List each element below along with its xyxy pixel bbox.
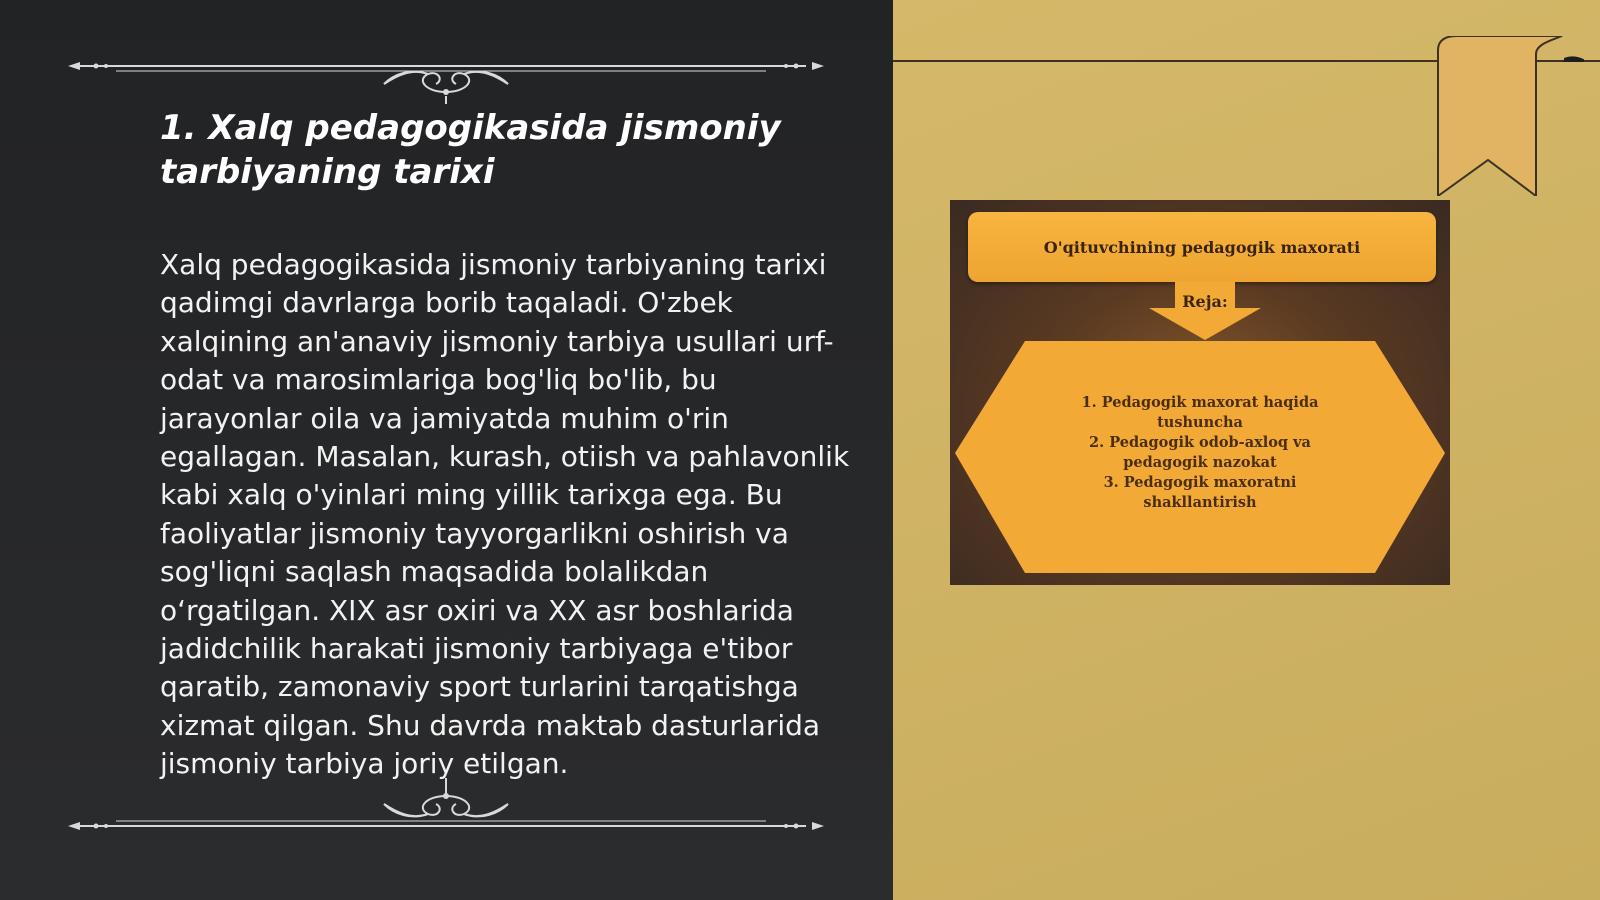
slide-title: 1. Xalq pedagogikasida jismoniy tarbiyaning tarixi (160, 108, 781, 192)
slide-body-text: Xalq pedagogikasida jismoniy tarbiyaning tarixi qadimgi davrlarga borib taqaladi. O'zbek xalqining an'anaviy jismoniy tarbiya usullari urf-odat va marosimlariga bog'liq bo'lib, bu jarayonlar oila va jamiyatda muhim o'rin egallagan. Masalan, kurash, otiish va pahlavonlik kabi xalq o'yinlari ming yillik tarixga ega. Bu faoliyatlar jismoniy tayyorgarlikni oshirish va sog'liqni saqlash maqsadida bolalikdan o‘rgatilgan. XIX asr oxiri va XX asr boshlarida jadidchilik harakati jismoniy tarbiyaga e'tibor qaratib, zamonaviy sport turlarini tarqatishga xizmat qilgan. Shu davrda maktab dasturlarida jismoniy tarbiya joriy etilgan. (160, 248, 850, 781)
plan-header-box: O'qituvchining pedagogik maxorati (968, 212, 1436, 282)
list-item: shakllantirish (1143, 494, 1257, 511)
list-item: 3. Pedagogik maxoratni (1103, 474, 1297, 491)
plan-arrow-label: Reja: (1182, 292, 1228, 311)
list-item: tushuncha (1157, 414, 1243, 431)
list-item: 2. Pedagogik odob-axloq va (1089, 434, 1311, 451)
plan-image (950, 200, 1450, 585)
list-item: 1. Pedagogik maxorat haqida (1081, 394, 1319, 411)
bottom-ornament-divider (66, 770, 826, 830)
plan-list (1045, 393, 1355, 513)
top-ornament-divider (66, 44, 826, 104)
down-arrow-icon (1145, 282, 1265, 342)
list-item: pedagogik nazokat (1123, 454, 1277, 471)
bookmark-icon (1434, 36, 1584, 196)
